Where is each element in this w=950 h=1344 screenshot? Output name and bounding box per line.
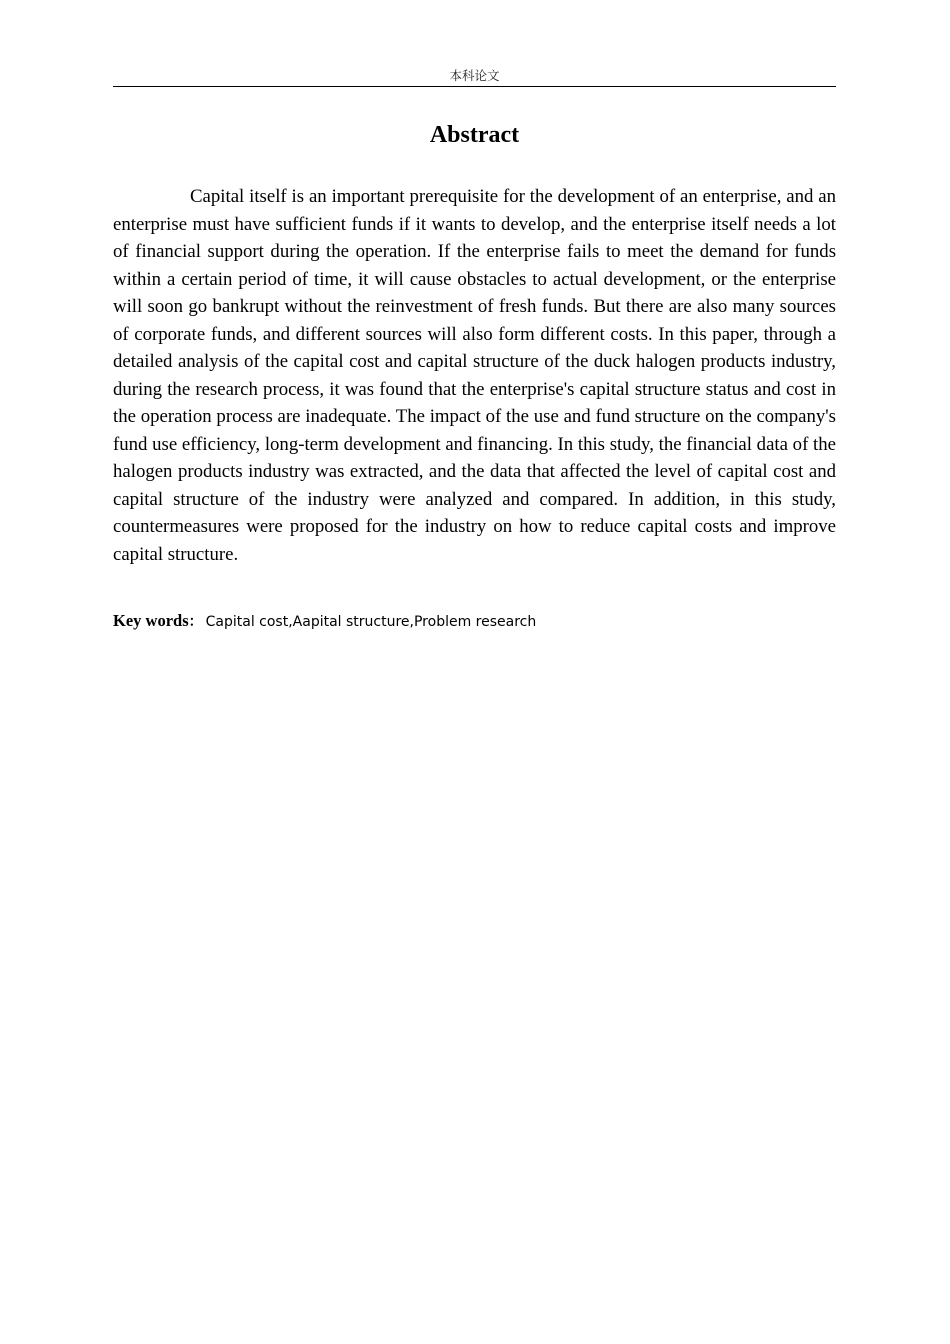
- abstract-title: Abstract: [429, 122, 520, 148]
- keywords-label: Key words: [113, 611, 189, 630]
- abstract-body: Capital itself is an important prerequisite for the development of an enterprise, and an enterprise must have sufficient funds if it wants to develop, and the enterprise itself needs a lot of financial support during the operation. If the enterprise fails to meet the demand for funds within a certain period of time, it will cause obstacles to actual development, or the enterprise will soon go bankrupt without the reinvestment of fresh funds. But there are also many sources of corporate funds, and different sources will also form different costs. In this paper, through a detailed analysis of the capital cost and capital structure of the duck halogen products industry, during the research process, it was found that the enterprise's capital structure status and cost in the operation process are inadequate. The impact of the use and fund structure on the company's fund use efficiency, long-term development and financing. In this study, the financial data of the halogen products industry was extracted, and the data that affected the level of capital cost and capital structure of the industry were analyzed and compared. In addition, in this study, countermeasures were proposed for the industry on how to reduce capital costs and improve capital structure.: [113, 186, 836, 565]
- keywords-value: Capital cost,Aapital structure,Problem research: [205, 614, 537, 630]
- keywords-colon: ：: [188, 614, 203, 630]
- keywords-line: [113, 609, 836, 634]
- header-rule: [113, 86, 836, 87]
- running-header: 本科论文: [449, 68, 500, 83]
